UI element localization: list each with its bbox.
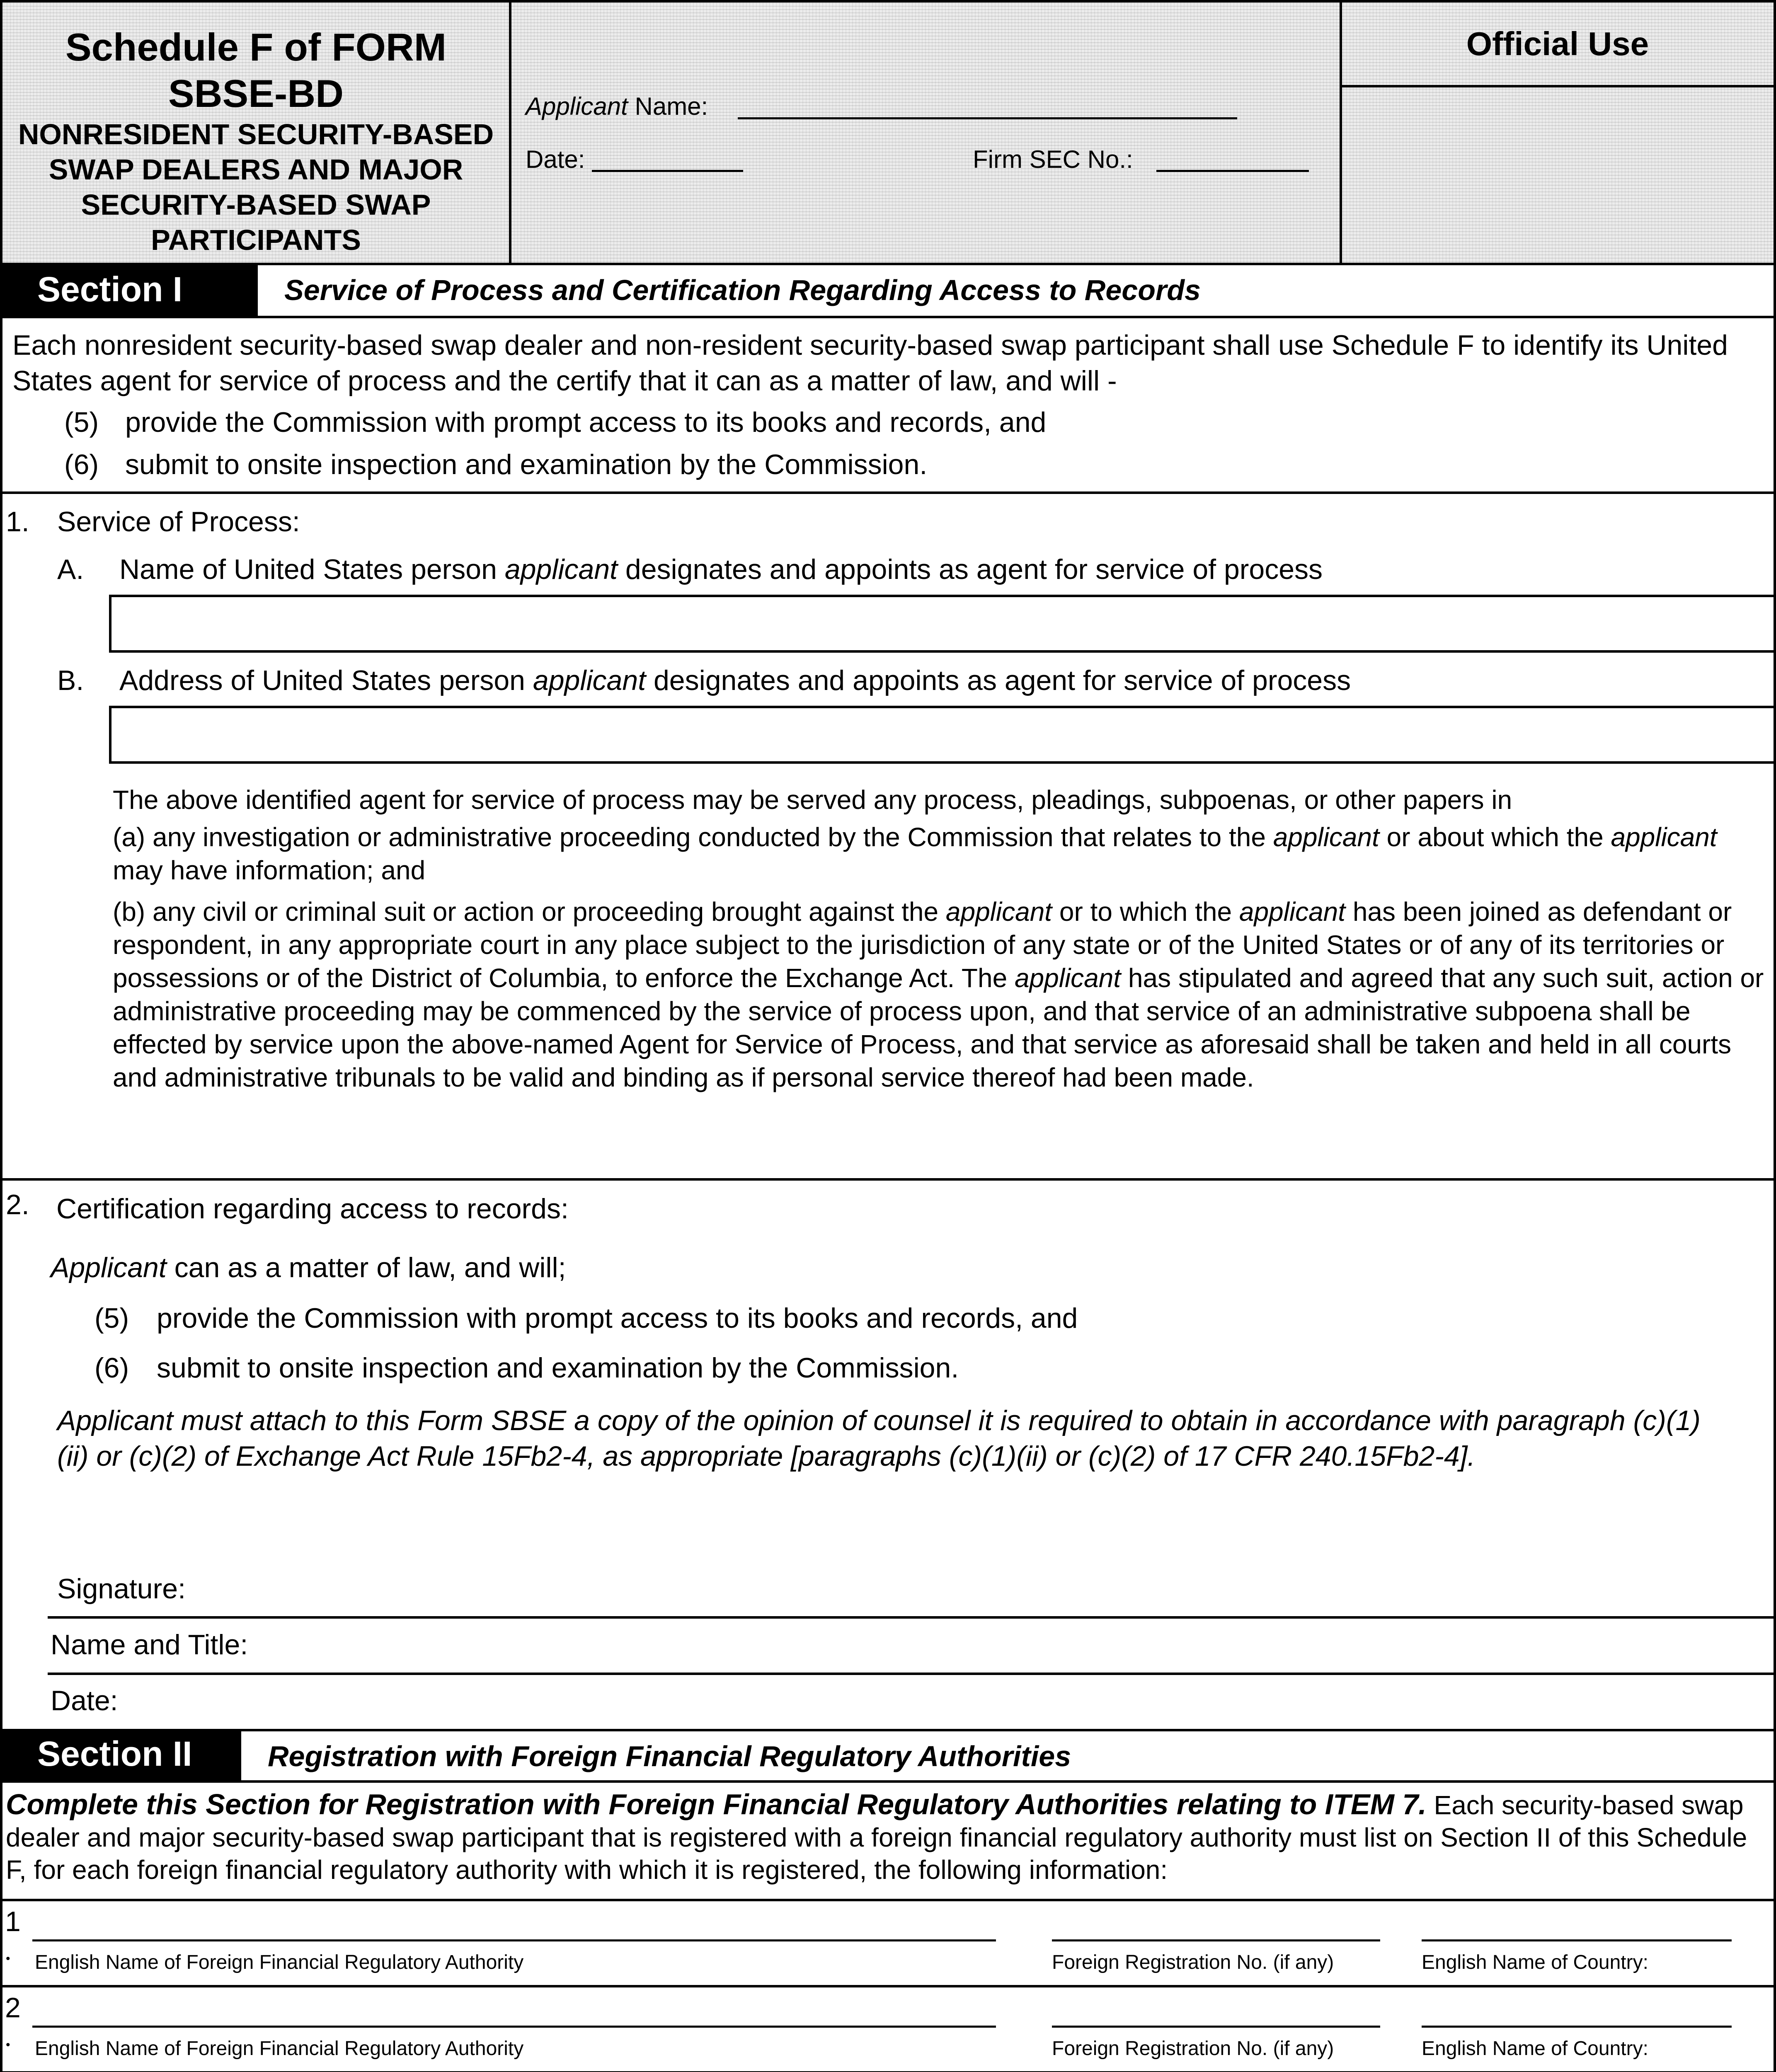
- registration-caption: Foreign Registration No. (if any): [1052, 1951, 1334, 1973]
- item-1a-letter: A.: [57, 554, 84, 585]
- registration-number-field[interactable]: [1052, 2026, 1380, 2028]
- section-2-intro: Complete this Section for Registration with Foreign Financial Regulatory Authorities relating to ITEM 7. Each security-based swap dealer and major security-based swap participant that is registered with a foreign financial regulatory authority must list on Section II of this Schedule F, for each foreign financial regulatory authority with which it is registered, the following information:: [6, 1788, 1747, 1885]
- firm-sec-label: Firm SEC No.:: [973, 145, 1133, 173]
- name-title-label: Name and Title:: [51, 1629, 248, 1661]
- form-title: Schedule F of FORM: [65, 25, 447, 69]
- applicant-name-field[interactable]: [738, 117, 1237, 119]
- service-para-b: (b) any civil or criminal suit or action or proceeding brought against the applicant or to which the applicant has been joined as defendant or respondent, in any appropriate court in any place subject to the jurisdiction of any state or of the United States or of any of its territories or possessions or of the District of Columbia, to enforce the Exchange Act. The applicant has stipulated and agreed that any such suit, action or administrative proceeding may be commenced by the service of process upon, and that service of an administrative subpoena shall be effected by service upon the above-named Agent for Service of Process, and that service as aforesaid shall be taken and held in all courts and administrative tribunals to be valid and binding as if personal service thereof had been made.: [113, 897, 1764, 1092]
- section-2-label: Section II: [37, 1734, 192, 1773]
- form-title-block: [4, 24, 508, 258]
- item-2-title: Certification regarding access to records:: [56, 1193, 569, 1225]
- registration-number-field[interactable]: [1052, 1939, 1380, 1941]
- cert-item-num: (5): [94, 1302, 129, 1334]
- cert-date-label: Date:: [51, 1685, 118, 1716]
- intro-item-num: (5): [64, 407, 99, 438]
- agent-address-field[interactable]: [109, 706, 1776, 764]
- official-use-label: Official Use: [1466, 25, 1649, 62]
- cert-item-num: (6): [94, 1352, 129, 1384]
- item-2-number: 2.: [6, 1189, 29, 1220]
- intro-item-num: (6): [64, 449, 99, 480]
- item-1b-letter: B.: [57, 665, 84, 696]
- service-para-intro: The above identified agent for service of process may be served any process, pleadings, subpoenas, or other papers in: [113, 785, 1512, 815]
- section-1-title: Service of Process and Certification Regarding Access to Records: [284, 274, 1201, 306]
- country-name-field[interactable]: [1422, 2026, 1732, 2028]
- authority-name-field[interactable]: [32, 2026, 996, 2028]
- cert-date-field[interactable]: [141, 1678, 1766, 1726]
- cert-item-text: provide the Commission with prompt access to its books and records, and: [157, 1302, 1078, 1334]
- item-1-number: 1.: [6, 506, 29, 537]
- header-date-field[interactable]: [592, 170, 743, 172]
- row-number: 2: [5, 1992, 21, 2024]
- firm-sec-field[interactable]: [1156, 170, 1309, 172]
- item-1a-label: Name of United States person applicant designates and appoints as agent for service of process: [119, 554, 1323, 585]
- signature-field[interactable]: [216, 1564, 1766, 1614]
- opinion-of-counsel-note: Applicant must attach to this Form SBSE a copy of the opinion of counsel it is required to obtain in accordance with paragraph (c)(1)(ii) or (c)(2) of Exchange Act Rule 15Fb2-4, as appropriate [paragraphs (c)(1)(ii) or (c)(2) of 17 CFR 240.15Fb2-4].: [57, 1405, 1701, 1472]
- name-title-field[interactable]: [282, 1622, 1766, 1670]
- registration-caption: Foreign Registration No. (if any): [1052, 2038, 1334, 2060]
- section-2-tab: [0, 1729, 241, 1782]
- item-1b-label: Address of United States person applicant designates and appoints as agent for service of process: [119, 665, 1351, 696]
- signature-label: Signature:: [57, 1573, 186, 1605]
- country-name-field[interactable]: [1422, 1939, 1732, 1941]
- country-caption: English Name of Country:: [1422, 2038, 1648, 2060]
- authority-caption: English Name of Foreign Financial Regulatory Authority: [35, 1951, 524, 1973]
- item-1-title: Service of Process:: [57, 506, 300, 537]
- registration-row: [0, 1901, 1776, 1985]
- row-bullet: •: [6, 2038, 10, 2052]
- form-subtitle: NONRESIDENT SECURITY-BASED SWAP DEALERS AND MAJOR SECURITY-BASED SWAP PARTICIPANTS: [18, 118, 494, 256]
- form-number: SBSE-BD: [168, 72, 344, 115]
- authority-name-field[interactable]: [32, 1939, 996, 1941]
- section-1-intro: Each nonresident security-based swap dealer and non-resident security-based swap participant shall use Schedule F to identify its United States agent for service of process and the certify that it can as a matter of law, and will -: [12, 329, 1728, 397]
- agent-name-field[interactable]: [109, 595, 1776, 653]
- country-caption: English Name of Country:: [1422, 1951, 1648, 1973]
- registration-row: [0, 1987, 1776, 2071]
- header-date-label: Date:: [526, 145, 585, 173]
- official-use-area: [1343, 88, 1774, 264]
- applicant-statement: Applicant can as a matter of law, and will;: [51, 1252, 566, 1283]
- row-number: 1: [5, 1906, 21, 1937]
- intro-item-text: submit to onsite inspection and examination by the Commission.: [125, 449, 928, 480]
- applicant-name-label: Applicant Name:: [526, 92, 708, 120]
- section-1-tab: [0, 265, 258, 317]
- authority-caption: English Name of Foreign Financial Regulatory Authority: [35, 2038, 524, 2060]
- cert-item-text: submit to onsite inspection and examination by the Commission.: [157, 1352, 959, 1384]
- section-2-title: Registration with Foreign Financial Regulatory Authorities: [268, 1740, 1071, 1772]
- section-1-label: Section I: [37, 270, 183, 309]
- row-bullet: •: [6, 1952, 10, 1965]
- service-para-a: (a) any investigation or administrative proceeding conducted by the Commission that relates to the applicant or about which the applicant may have information; and: [113, 822, 1717, 885]
- intro-item-text: provide the Commission with prompt access to its books and records, and: [125, 407, 1047, 438]
